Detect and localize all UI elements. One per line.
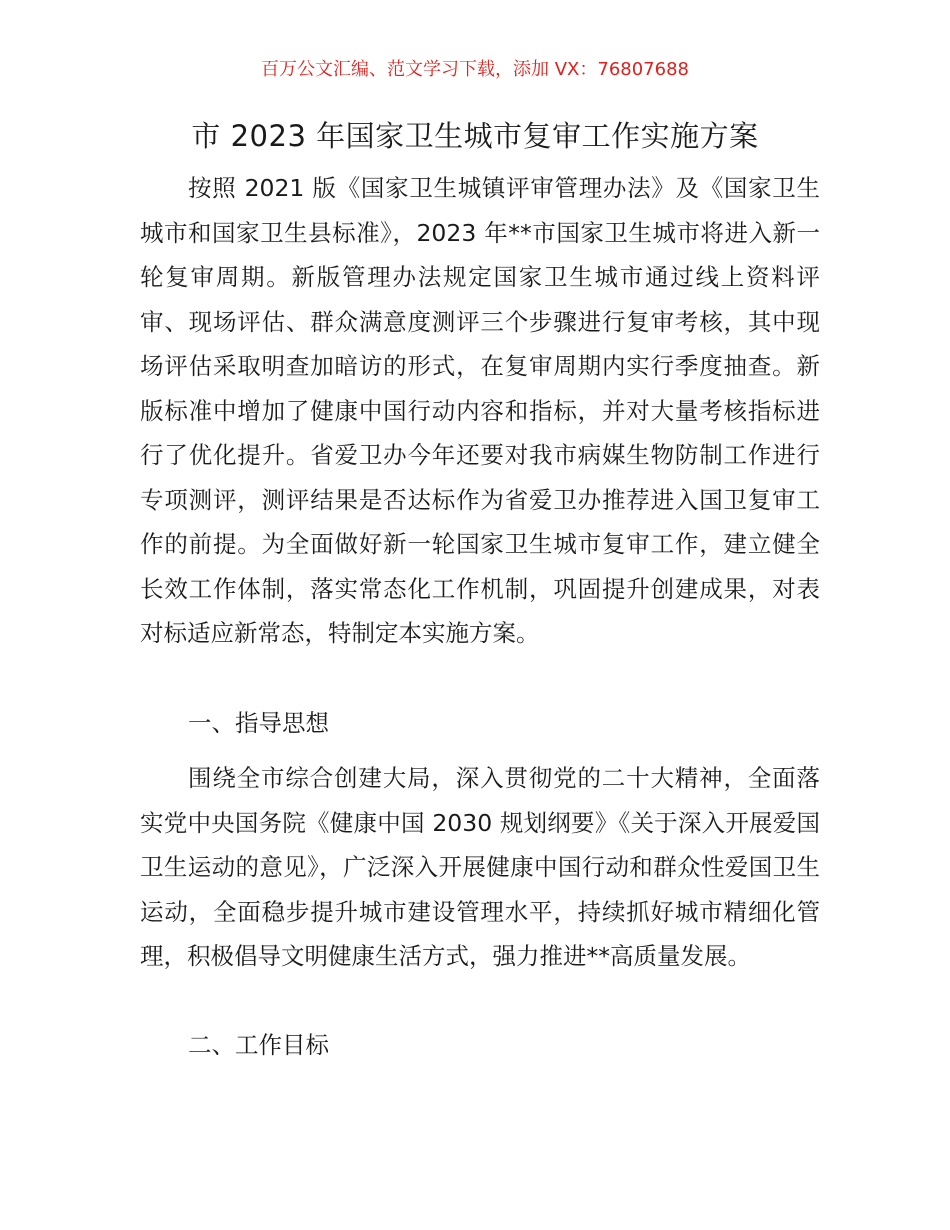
section-heading-work-goals: 二、工作目标 [188,1031,329,1059]
document-title: 市 2023 年国家卫生城市复审工作实施方案 [191,119,759,153]
section-heading-guiding-ideology: 一、指导思想 [188,709,329,737]
paragraph-guiding-ideology: 围绕全市综合创建大局，深入贯彻党的二十大精神，全面落实党中央国务院《健康中国 2030 规划纲要》《关于深入开展爱国卫生运动的意见》，广泛深入开展健康中国行动和群众性爱国卫生运动，全面稳步提升城市建设管理水平，持续抓好城市精细化管理，积极倡导文明健康生活方式，强力推进**高质量发展。 [140,764,820,970]
header-watermark: 百万公文汇编、范文学习下载，添加 VX：76807688 [261,59,689,80]
paragraph-intro: 按照 2021 版《国家卫生城镇评审管理办法》及《国家卫生城市和国家卫生县标准》，2023 年**市国家卫生城市将进入新一轮复审周期。新版管理办法规定国家卫生城市通过线上资料评审、现场评估、群众满意度测评三个步骤进行复审考核，其中现场评估采取明查加暗访的形式，在复审周期内实行季度抽查。新版标准中增加了健康中国行动内容和指标，并对大量考核指标进行了优化提升。省爱卫办今年还要对我市病媒生物防制工作进行专项测评，测评结果是否达标作为省爱卫办推荐进入国卫复审工作的前提。为全面做好新一轮国家卫生城市复审工作，建立健全长效工作体制，落实常态化工作机制，巩固提升创建成果，对表对标适应新常态，特制定本实施方案。 [140,174,820,647]
